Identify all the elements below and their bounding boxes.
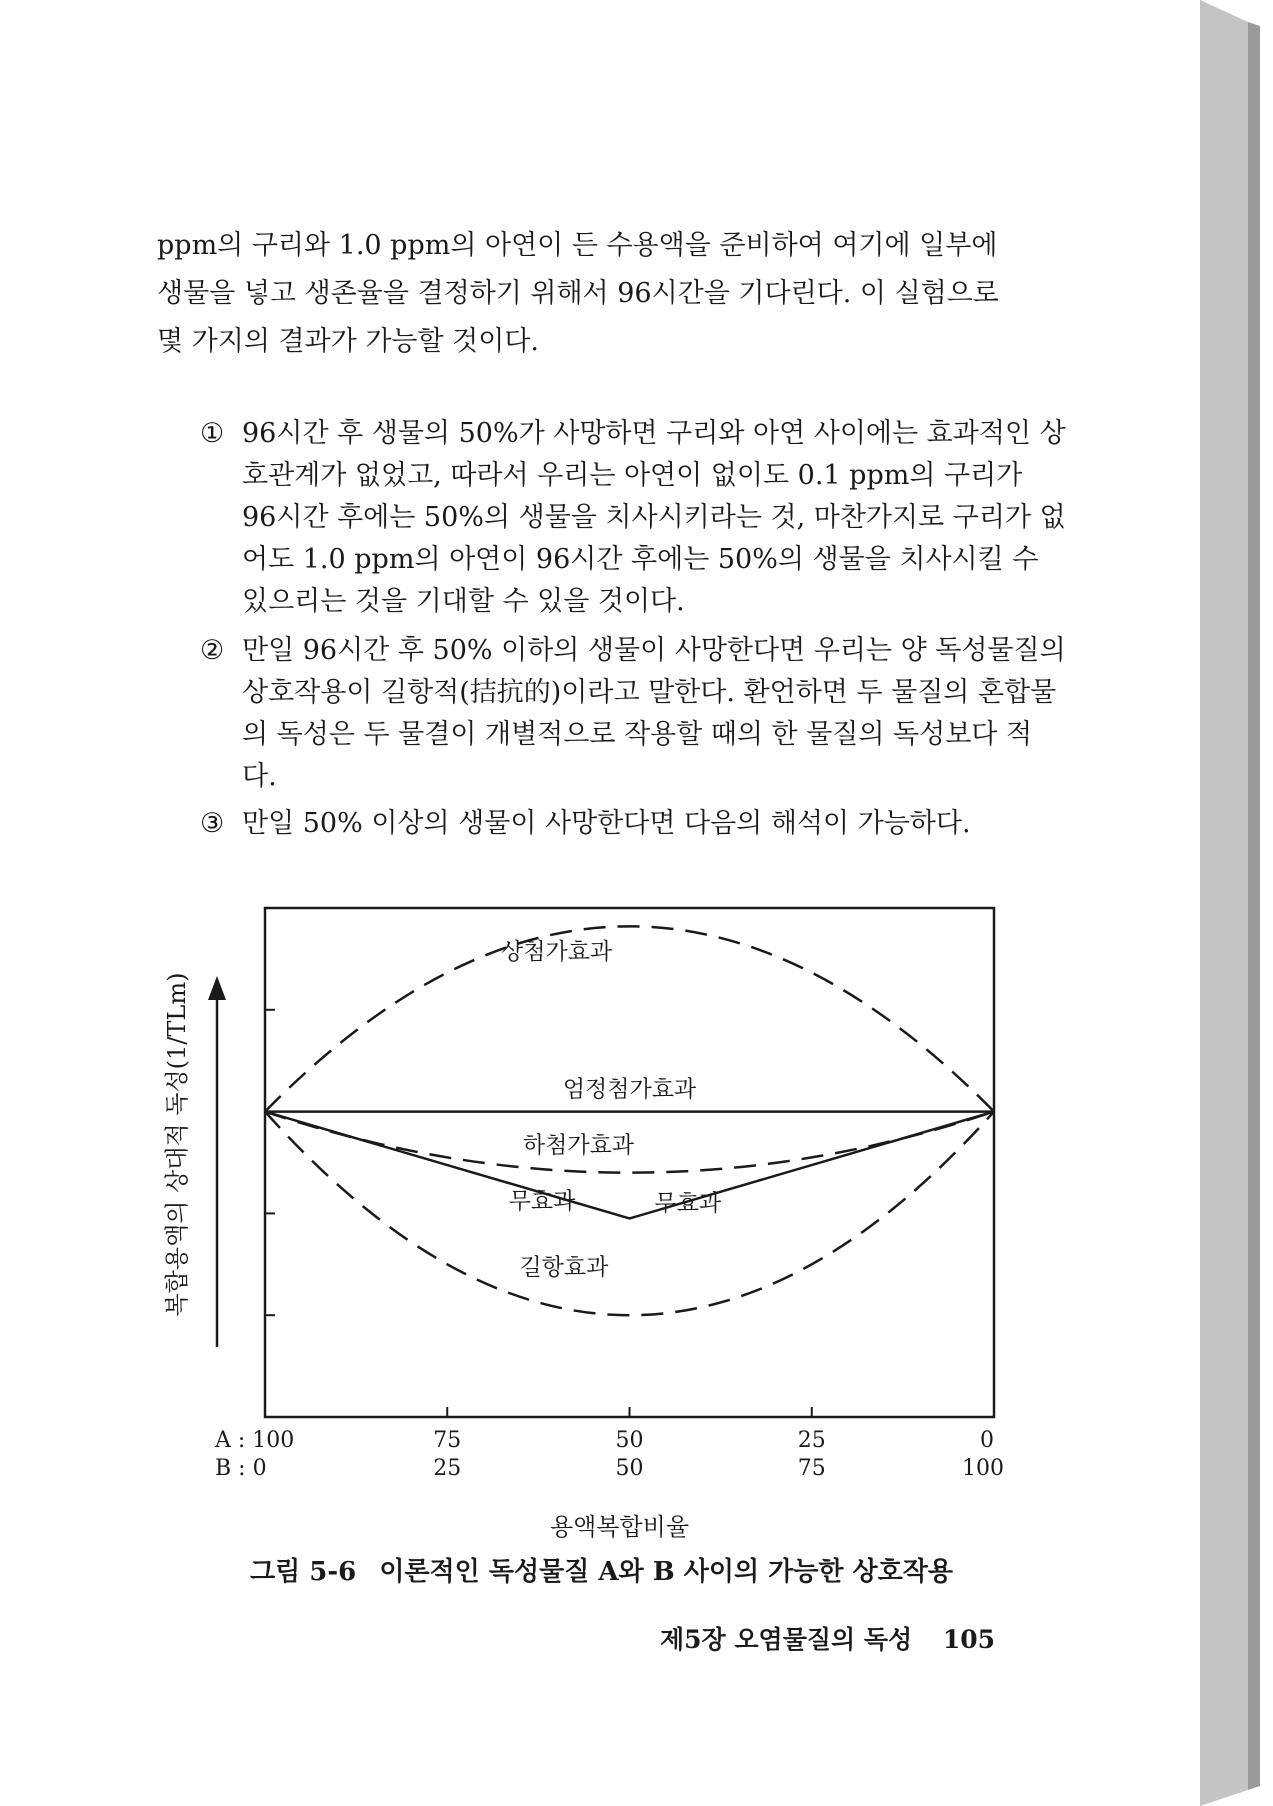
- x-tick-label-b: B : 0: [215, 1456, 267, 1481]
- list-item-3: [200, 803, 1040, 845]
- series-annotation: 무효과: [654, 1190, 722, 1217]
- text-line: 의 독성은 두 물결이 개별적으로 작용할 때의 한 물질의 독성보다 적: [242, 719, 1033, 750]
- x-tick-label-b: 75: [797, 1456, 826, 1481]
- toxicity-interaction-chart: [0, 880, 1200, 1580]
- x-tick-label-b: 50: [615, 1456, 644, 1481]
- x-tick-label-a: 75: [433, 1428, 462, 1453]
- x-tick-label-b: 25: [433, 1456, 462, 1481]
- item-number: ③: [200, 808, 225, 839]
- x-tick-label-a: 0: [980, 1428, 994, 1453]
- page-footer: [660, 1620, 995, 1656]
- item-number: ①: [200, 418, 225, 449]
- text-line: 상호작용이 길항적(拮抗的)이라고 말한다. 환언하면 두 물질의 혼합물: [242, 677, 1057, 708]
- text-line: ppm의 구리와 1.0 ppm의 아연이 든 수용액을 준비하여 여기에 일부에: [157, 230, 998, 261]
- series-annotation: 엄정첨가효과: [562, 1076, 697, 1103]
- text-line: 96시간 후에는 50%의 생물을 치사시키라는 것, 마찬가지로 구리가 없: [242, 502, 1066, 533]
- list-item-1: [200, 413, 1066, 623]
- x-tick-label-b: 100: [962, 1456, 1004, 1481]
- series-annotation: 무효과: [508, 1188, 576, 1215]
- series-annotation: 길항효과: [519, 1254, 609, 1281]
- series-annotation: 하첨가효과: [522, 1132, 635, 1159]
- series-annotation: 상첨가효과: [501, 938, 613, 965]
- text-line: 어도 1.0 ppm의 아연이 96시간 후에는 50%의 생물을 치사시킬 수: [242, 544, 1039, 575]
- figure-caption: [250, 1551, 953, 1588]
- text-line: 호관계가 없었고, 따라서 우리는 아연이 없이도 0.1 ppm의 구리가: [242, 460, 1023, 491]
- intro-paragraph: [157, 222, 1037, 366]
- x-axis-label: 용액복합비율: [549, 1513, 690, 1541]
- y-axis-arrow-head: [208, 976, 226, 1000]
- text-line: 있으리는 것을 기대할 수 있을 것이다.: [242, 586, 685, 617]
- text-line: 96시간 후 생물의 50%가 사망하면 구리와 아연 사이에는 효과적인 상: [242, 418, 1066, 449]
- x-tick-label-a: 50: [615, 1428, 644, 1453]
- x-tick-label-a: A : 100: [215, 1428, 295, 1453]
- text-line: 만일 96시간 후 50% 이하의 생물이 사망한다면 우리는 양 독성물질의: [242, 635, 1066, 666]
- series-line: [265, 1112, 994, 1219]
- text-line: 생물을 넣고 생존율을 결정하기 위해서 96시간을 기다린다. 이 실험으로: [157, 278, 999, 309]
- text-line: 다.: [242, 761, 277, 792]
- plot-frame: [265, 908, 994, 1417]
- text-line: 만일 50% 이상의 생물이 사망한다면 다음의 해석이 가능하다.: [242, 808, 971, 839]
- y-axis-label: 복합용액의 상대적 독성(1/TLm): [163, 972, 191, 1317]
- caption-label: 그림 5-6: [250, 1557, 357, 1587]
- x-tick-label-a: 25: [797, 1428, 826, 1453]
- page-number: 105: [942, 1625, 996, 1654]
- item-number: ②: [200, 635, 225, 666]
- caption-text: 이론적인 독성물질 A와 B 사이의 가능한 상호작용: [379, 1557, 953, 1587]
- list-item-2: [200, 630, 1066, 798]
- text-line: 몇 가지의 결과가 가능할 것이다.: [157, 326, 539, 357]
- page-edge-shadow: [1200, 0, 1273, 1806]
- chapter-title: 제5장 오염물질의 독성: [660, 1625, 913, 1654]
